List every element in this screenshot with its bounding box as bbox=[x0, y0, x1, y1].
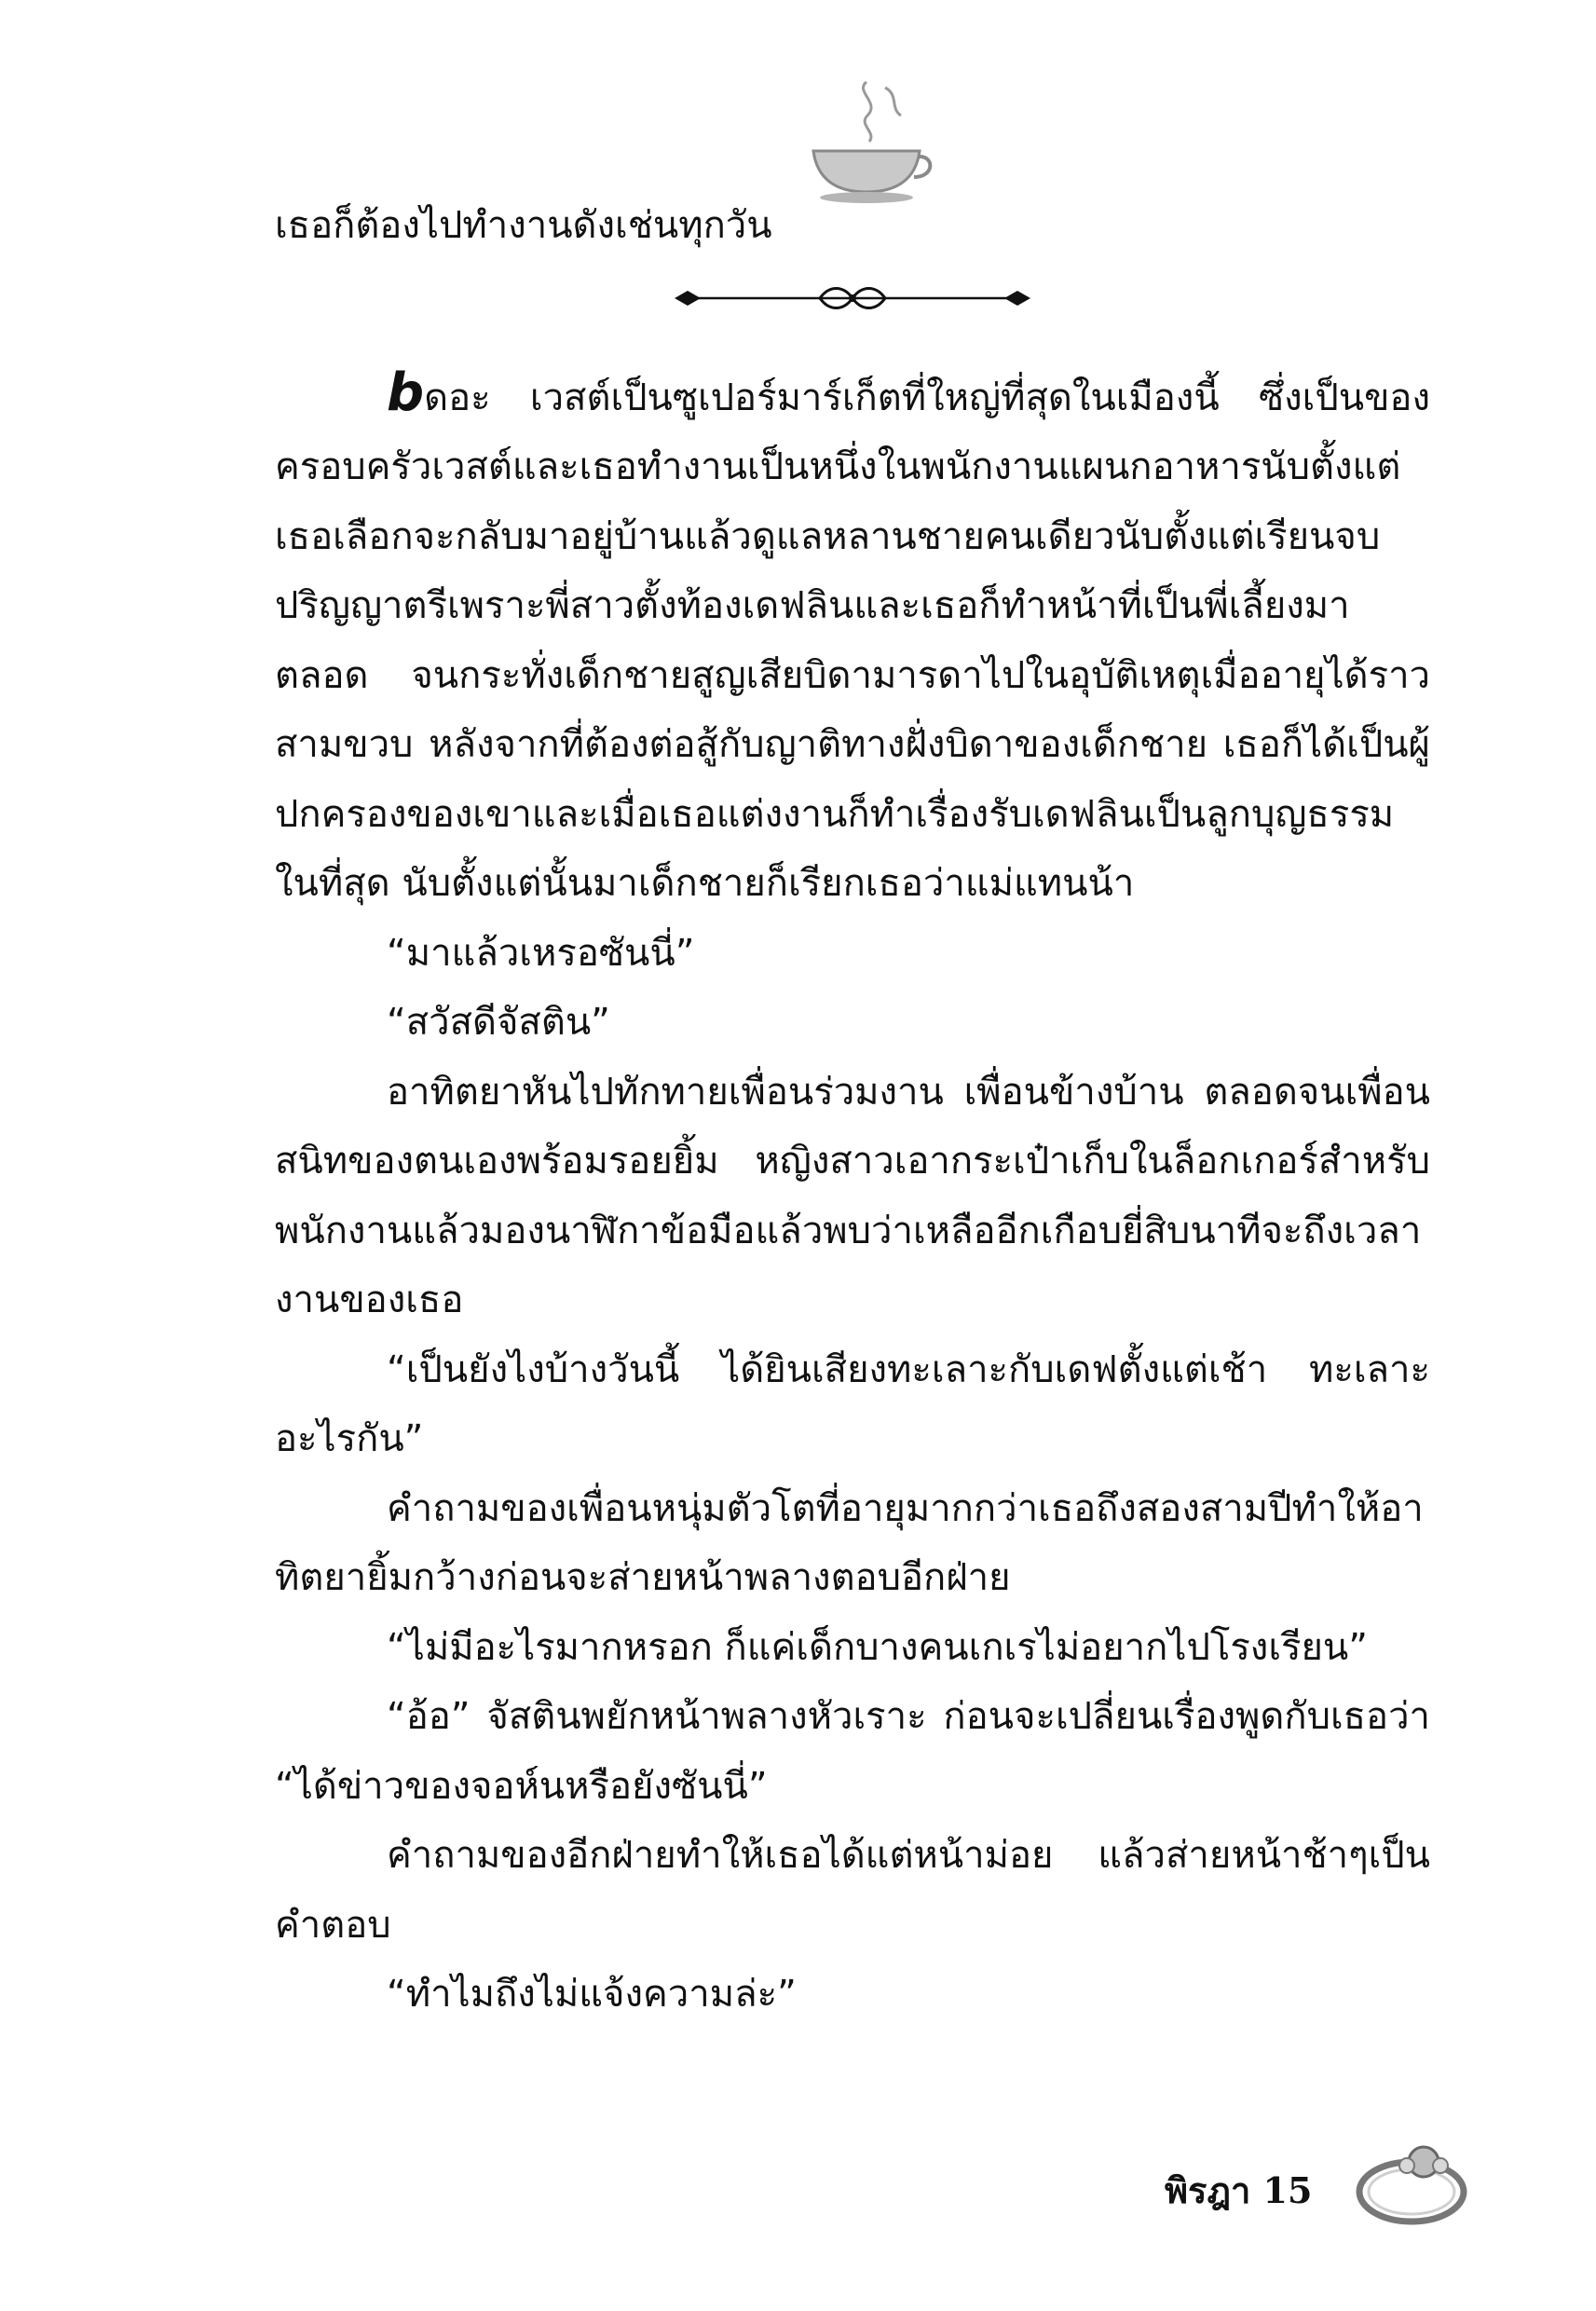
paragraph: อาทิตยาหันไปทักทายเพื่อนร่วมงาน เพื่อนข้างบ้าน ตลอดจนเพื่อนสนิทของตนเองพร้อมรอยยิ้ม หญิงสาวเอากระเป๋าเก็บในล็อกเกอร์สำหรับพนักงานแล้วมองนาฬิกาข้อมือแล้วพบว่าเหลืออีกเกือบยี่สิบนาทีจะถึงเวลางานของเธอ bbox=[275, 1070, 1430, 1321]
paragraph: คำถามของเพื่อนหนุ่มตัวโตที่อายุมากกว่าเธอถึงสองสามปีทำให้อาทิตยายิ้มกว้างก่อนจะส่ายหน้าพลางตอบอีกฝ่าย bbox=[275, 1486, 1424, 1599]
paragraph: “สวัสดีจัสติน” bbox=[387, 1001, 610, 1044]
paragraph: “มาแล้วเหรอซันนี่” bbox=[387, 931, 695, 975]
paragraph: เธอก็ต้องไปทำงานดังเช่นทุกวัน bbox=[275, 204, 772, 247]
teacup-icon bbox=[797, 75, 936, 205]
paragraph: “ไม่มีอะไรมากหรอก ก็แค่เด็กบางคนเกเรไม่อยากไปโรงเรียน” bbox=[387, 1625, 1368, 1669]
paragraph: “เป็นยังไงบ้างวันนี้ ได้ยินเสียงทะเลาะกับเดฟตั้งแต่เช้า ทะเลาะอะไรกัน” bbox=[275, 1347, 1430, 1460]
paragraph: คำถามของอีกฝ่ายทำให้เธอได้แต่หน้าม่อย แล้วส่ายหน้าช้าๆเป็นคำตอบ bbox=[275, 1834, 1430, 1947]
ring-icon bbox=[1351, 2125, 1472, 2236]
paragraph: “อ้อ” จัสตินพยักหน้าพลางหัวเราะ ก่อนจะเปลี่ยนเรื่องพูดกับเธอว่า “ได้ข่าวของจอห์นหรือยังซันนี่” bbox=[275, 1695, 1430, 1808]
page-footer bbox=[1165, 2125, 1472, 2246]
paragraph-with-dropcap bbox=[275, 359, 1430, 919]
paragraph: “ทำไมถึงไม่แจ้งความล่ะ” bbox=[387, 1973, 797, 2016]
page-number: พิรฎา 15 bbox=[1165, 2169, 1313, 2211]
body-text bbox=[275, 191, 1430, 2030]
dropcap: b bbox=[387, 362, 425, 423]
ornament-divider-icon bbox=[671, 278, 1034, 319]
paragraph-text: ดอะ เวสต์เป็นซูเปอร์มาร์เก็ตที่ใหญ่ที่สุดในเมืองนี้ ซึ่งเป็นของครอบครัวเวสต์และเธอทำงานเป็นหนึ่งในพนักงานแผนกอาหารนับตั้งแต่เธอเลือกจะกลับมาอยู่บ้านแล้วดูแลหลานชายคนเดียวนับตั้งแต่เรียนจบปริญญาตรีเพราะพี่สาวตั้งท้องเดฟลินและเธอก็ทำหน้าที่เป็นพี่เลี้ยงมาตลอด จนกระทั่งเด็กชายสูญเสียบิดามารดาไปในอุบัติเหตุเมื่ออายุได้ราวสามขวบ หลังจากที่ต้องต่อสู้กับญาติทางฝั่งบิดาของเด็กชาย เธอก็ได้เป็นผู้ปกครองของเขาและเมื่อเธอแต่งงานก็ทำเรื่องรับเดฟลินเป็นลูกบุญธรรมในที่สุด นับตั้งแต่นั้นมาเด็กชายก็เรียกเธอว่าแม่แทนน้า bbox=[275, 376, 1430, 905]
